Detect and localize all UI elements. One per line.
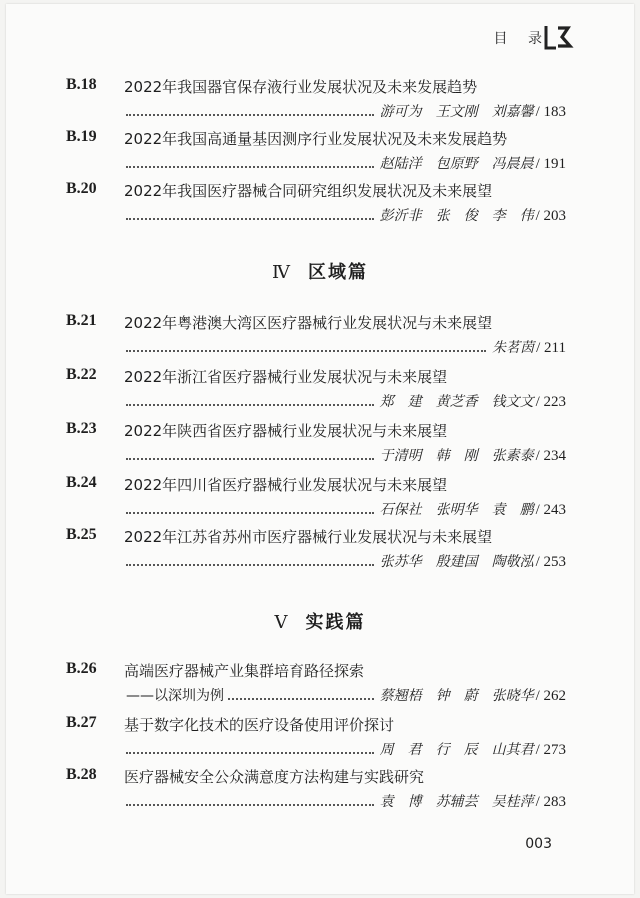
entry-code: B.18 [66, 76, 97, 93]
entry-title: 2022年我国医疗器械合同研究组织发展状况及未来展望 [124, 182, 493, 200]
entry-title: 高端医疗器械产业集群培育路径探索 [124, 662, 365, 680]
section-heading-regional [6, 258, 634, 284]
entry-code: B.26 [66, 660, 97, 677]
entry-title: 2022年四川省医疗器械行业发展状况与未来展望 [124, 476, 448, 494]
entry-authors: 彭沂非 张 俊 李 伟 [379, 208, 534, 224]
entry-page: / 253 [535, 554, 566, 570]
leader-dots [126, 165, 374, 168]
leader-dots [126, 113, 374, 116]
entry-title: 医疗器械安全公众满意度方法构建与实践研究 [124, 768, 425, 786]
entry-page: / 243 [535, 502, 566, 518]
entry-title: 2022年粤港澳大湾区医疗器械行业发展状况与未来展望 [124, 314, 493, 332]
entry-page: / 211 [536, 340, 566, 356]
entry-title: 2022年我国器官保存液行业发展状况及未来发展趋势 [124, 78, 478, 96]
entry-code: B.22 [66, 366, 97, 383]
entry-page: / 262 [535, 688, 566, 704]
section-title: 区域篇 [307, 262, 368, 283]
section-heading-practice [6, 608, 634, 634]
entry-code: B.25 [66, 526, 97, 543]
section-number: Ⅴ [274, 612, 290, 633]
entry-authors: 游可为 王文刚 刘嘉馨 [379, 104, 534, 120]
entry-page: / 203 [535, 208, 566, 224]
entry-authors: 郑 建 黄芝香 钱文文 [379, 394, 534, 410]
entry-page: / 273 [535, 742, 566, 758]
entry-code: B.23 [66, 420, 97, 437]
entry-title: 2022年浙江省医疗器械行业发展状况与未来展望 [124, 368, 448, 386]
entry-code: B.28 [66, 766, 97, 783]
leader-dots [126, 803, 374, 806]
leader-dots [126, 349, 486, 352]
entry-page: / 191 [535, 156, 566, 172]
entry-authors: 于清明 韩 刚 张素泰 [379, 448, 534, 464]
leader-dots [126, 457, 374, 460]
entry-page: / 183 [535, 104, 566, 120]
entry-page: / 223 [535, 394, 566, 410]
entry-code: B.24 [66, 474, 97, 491]
entry-authors: 袁 博 苏辅芸 吴桂萍 [379, 794, 534, 810]
entry-code: B.27 [66, 714, 97, 731]
book-logo-icon [542, 22, 576, 52]
entry-page: / 283 [535, 794, 566, 810]
entry-authors: 周 君 行 辰 山其君 [379, 742, 534, 758]
leader-dots [126, 217, 374, 220]
leader-dots [126, 751, 374, 754]
section-title: 实践篇 [305, 612, 366, 633]
leader-dots [126, 511, 374, 514]
entry-code: B.20 [66, 180, 97, 197]
leader-dots [126, 563, 374, 566]
page-number: 003 [525, 836, 552, 852]
entry-authors: 赵陆洋 包原野 冯晨晨 [379, 156, 534, 172]
section-number: Ⅳ [272, 262, 292, 283]
entry-authors: 张苏华 殷建国 陶敬泓 [379, 554, 534, 570]
entry-code: B.21 [66, 312, 97, 329]
entry-authors: 石保社 张明华 袁 鹏 [379, 502, 534, 518]
entry-title: 2022年江苏省苏州市医疗器械行业发展状况与未来展望 [124, 528, 493, 546]
entry-subtitle: ——以深圳为例 [126, 688, 224, 704]
entry-title: 基于数字化技术的医疗设备使用评价探讨 [124, 716, 395, 734]
entry-page: / 234 [535, 448, 566, 464]
entry-code: B.19 [66, 128, 97, 145]
document-page [6, 4, 634, 894]
entry-authors: 朱茗茵 [492, 340, 535, 356]
entry-authors: 蔡翘梧 钟 蔚 张晓华 [379, 688, 534, 704]
leader-dots [228, 697, 374, 700]
entry-title: 2022年我国高通量基因测序行业发展状况及未来发展趋势 [124, 130, 508, 148]
leader-dots [126, 403, 374, 406]
running-header: 目 录 [493, 31, 550, 47]
entry-title: 2022年陕西省医疗器械行业发展状况与未来展望 [124, 422, 448, 440]
